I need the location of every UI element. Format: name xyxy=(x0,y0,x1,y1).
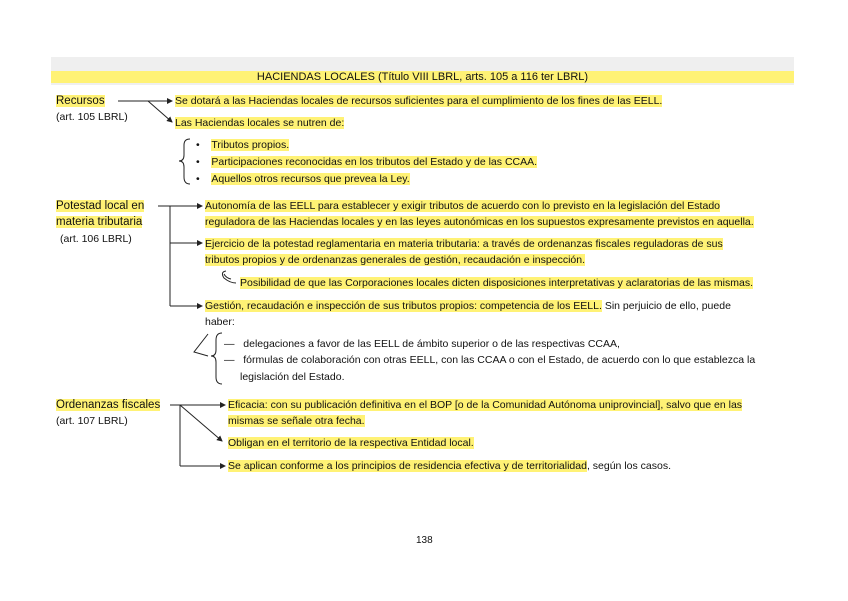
ordenanzas-ref: (art. 107 LBRL) xyxy=(56,415,128,427)
ordenanzas-item-3: Se aplican conforme a los principios de residencia efectiva y de territorialidad, según los casos. xyxy=(228,460,671,472)
recursos-bullet-3: • Aquellos otros recursos que prevea la Ley. xyxy=(196,173,410,185)
potestad-label-1: Potestad local en xyxy=(56,200,145,212)
recursos-ref: (art. 105 LBRL) xyxy=(56,111,128,123)
recursos-bullet-1: • Tributos propios. xyxy=(196,139,290,151)
potestad-item-2-line-1: Ejercicio de la potestad reglamentaria en materia tributaria: a través de ordenanzas fiscales reguladoras de sus xyxy=(205,238,723,250)
potestad-ref: (art. 106 LBRL) xyxy=(60,233,132,245)
brace-recursos xyxy=(179,139,190,184)
page-number: 138 xyxy=(416,535,433,546)
recursos-bullet-2: • Participaciones reconocidas en los tributos del Estado y de las CCAA. xyxy=(196,156,538,168)
potestad-item-2-note: Posibilidad de que las Corporaciones locales dicten disposiciones interpretativas y aclaratorias de las mismas. xyxy=(240,277,754,289)
potestad-item-3-line-1: Gestión, recaudación e inspección de sus tributos propios: competencia de los EELL. Sin perjuicio de ello, puede xyxy=(205,300,731,312)
ordenanzas-item-1-line-1: Eficacia: con su publicación definitiva en el BOP [o de la Comunidad Autónoma uniprovincial], salvo que en las xyxy=(228,399,743,411)
potestad-item-2-line-2: tributos propios y de ordenanzas generales de gestión, recaudación e inspección. xyxy=(205,254,585,266)
recursos-item-1: Se dotará a las Haciendas locales de recursos suficientes para el cumplimiento de los fines de las EELL. xyxy=(175,95,663,107)
arrow-recursos-2 xyxy=(148,101,172,122)
recursos-item-2: Las Haciendas locales se nutren de: xyxy=(175,117,345,129)
recursos-label: Recursos xyxy=(56,95,105,107)
page-header: HACIENDAS LOCALES (Título VIII LBRL, arts. 105 a 116 ter LBRL) xyxy=(51,57,794,85)
ordenanzas-item-2: Obligan en el territorio de la respectiva Entidad local. xyxy=(228,437,474,449)
potestad-item-3-line-2: haber: xyxy=(205,316,235,328)
check-mark xyxy=(194,334,208,356)
curved-arrow-note xyxy=(222,271,236,283)
potestad-sub-2-line-1: — fórmulas de colaboración con otras EELL, con las CCAA o con el Estado, de acuerdo con lo que establezca la xyxy=(224,354,756,366)
potestad-sub-1: — delegaciones a favor de las EELL de ámbito superior o de las respectivas CCAA, xyxy=(224,338,620,350)
arrow-ordenanzas-2 xyxy=(180,405,222,441)
potestad-sub-2-line-2: legislación del Estado. xyxy=(240,371,345,383)
potestad-item-1-line-2: reguladora de las Haciendas locales y en las leyes autonómicas en los supuestos expresamente previstos en aquella. xyxy=(205,216,754,228)
potestad-item-1-line-1: Autonomía de las EELL para establecer y exigir tributos de acuerdo con lo previsto en la legislación del Estado xyxy=(205,200,720,212)
potestad-label-2: materia tributaria xyxy=(56,216,143,228)
ordenanzas-item-1-line-2: mismas se señale otra fecha. xyxy=(228,415,365,427)
brace-potestad xyxy=(211,333,222,384)
ordenanzas-label: Ordenanzas fiscales xyxy=(56,399,161,411)
